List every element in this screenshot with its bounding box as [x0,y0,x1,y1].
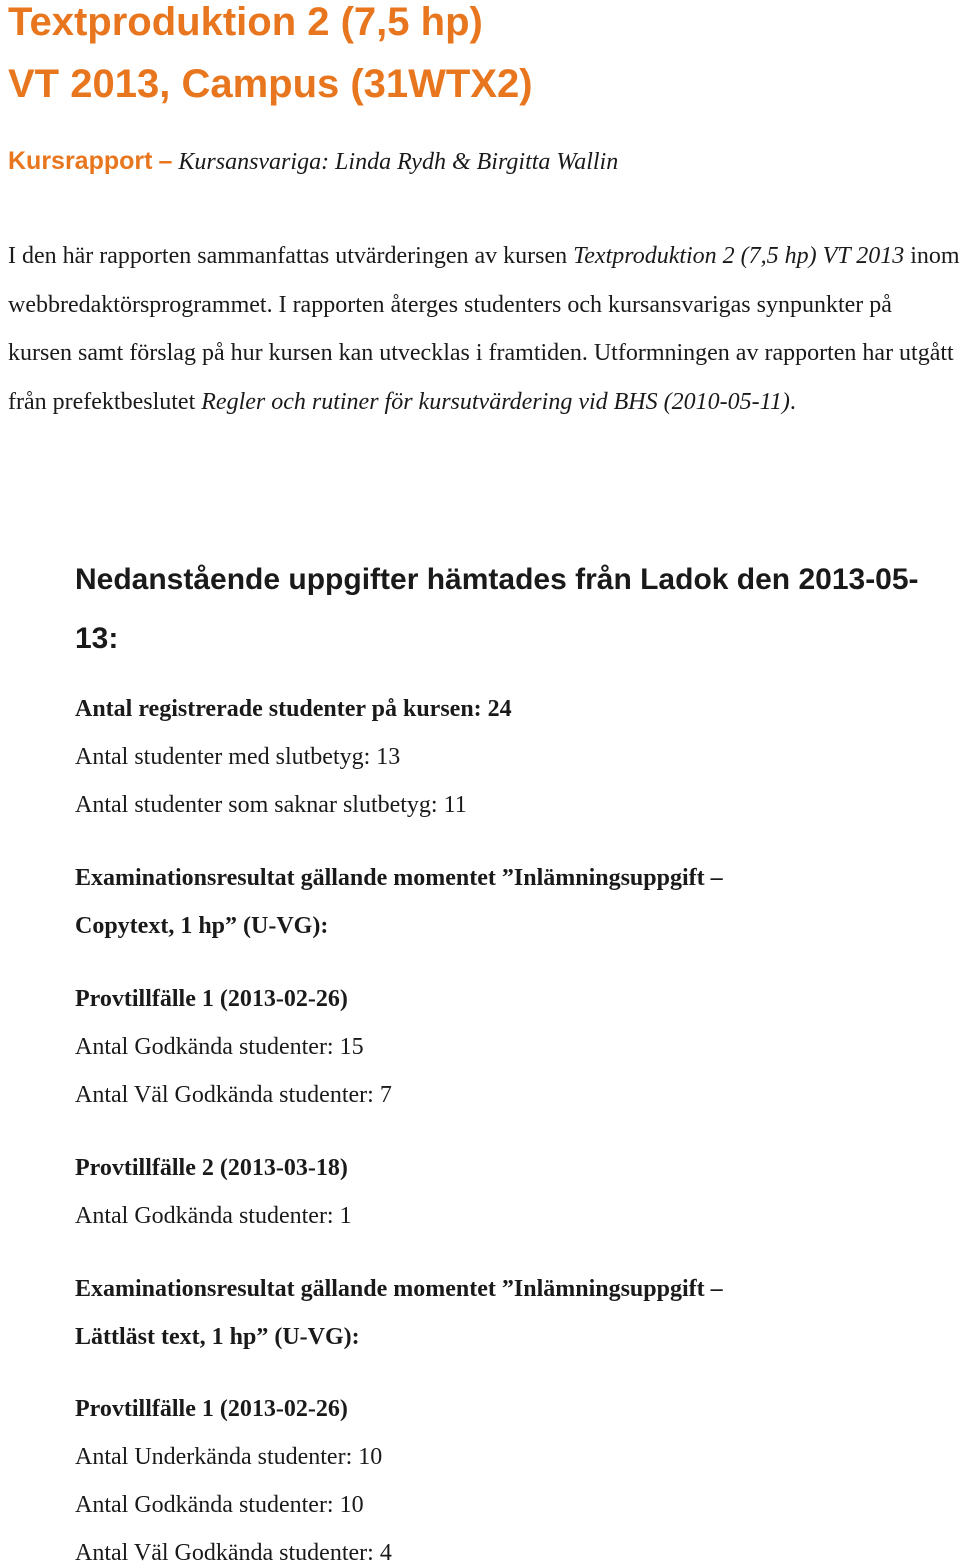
intro-paragraph [8,232,960,426]
ladok-heading: Nedanstående uppgifter hämtades från Ladok den 2013-05-13: [75,563,919,655]
exam-section-heading: Examinationsresultat gällande momentet ”Inlämningsuppgift – [75,865,723,891]
course-title: Textproduktion 2 (7,5 hp) [8,0,483,44]
result-line: Antal Godkända studenter: 1 [75,1203,352,1229]
exam-section-heading: Examinationsresultat gällande momentet ”Inlämningsuppgift – [75,1276,723,1302]
result-line: Antal Väl Godkända studenter: 7 [75,1082,392,1108]
exam-occasion-title: Provtillfälle 1 (2013-02-26) [75,1396,348,1422]
report-subtitle [8,144,618,182]
intro-text-1: I den här rapporten sammanfattas utvärderingen av kursen [8,243,574,269]
result-line: Antal Underkända studenter: 10 [75,1444,383,1470]
registered-students: Antal registrerade studenter på kursen: 24 [75,696,512,722]
exam-section-heading-cont: Copytext, 1 hp” (U-VG): [75,913,329,939]
result-line: Antal Godkända studenter: 10 [75,1492,364,1518]
students-without-grade: Antal studenter som saknar slutbetyg: 11 [75,792,467,818]
subtitle-dash: – [158,147,173,175]
intro-text-3: . [789,388,796,415]
result-line: Antal Väl Godkända studenter: 4 [75,1540,392,1566]
intro-course-name: Textproduktion 2 (7,5 hp) VT 2013 [573,243,905,269]
result-line: Antal Godkända studenter: 15 [75,1034,364,1060]
intro-decision-name: Regler och rutiner för kursutvärdering vid BHS (2010-05-11) [201,388,790,415]
exam-occasion-title: Provtillfälle 2 (2013-03-18) [75,1155,348,1181]
students-with-grade: Antal studenter med slutbetyg: 13 [75,744,401,770]
exam-section-heading-cont: Lättläst text, 1 hp” (U-VG): [75,1324,360,1350]
exam-occasion-title: Provtillfälle 1 (2013-02-26) [75,986,348,1012]
intro-text-2: inom webbredaktörsprogrammet. I rapporten återges studenters och kursansvarigas synpunkter på kursen samt förslag på hur kursen kan utvecklas i framtiden. Utformningen av rapporten har utgått från prefektbeslutet [8,243,960,415]
report-label: Kursrapport [8,147,153,175]
course-term-code: VT 2013, Campus (31WTX2) [8,62,533,106]
course-responsible: Kursansvariga: Linda Rydh & Birgitta Wallin [178,149,619,175]
